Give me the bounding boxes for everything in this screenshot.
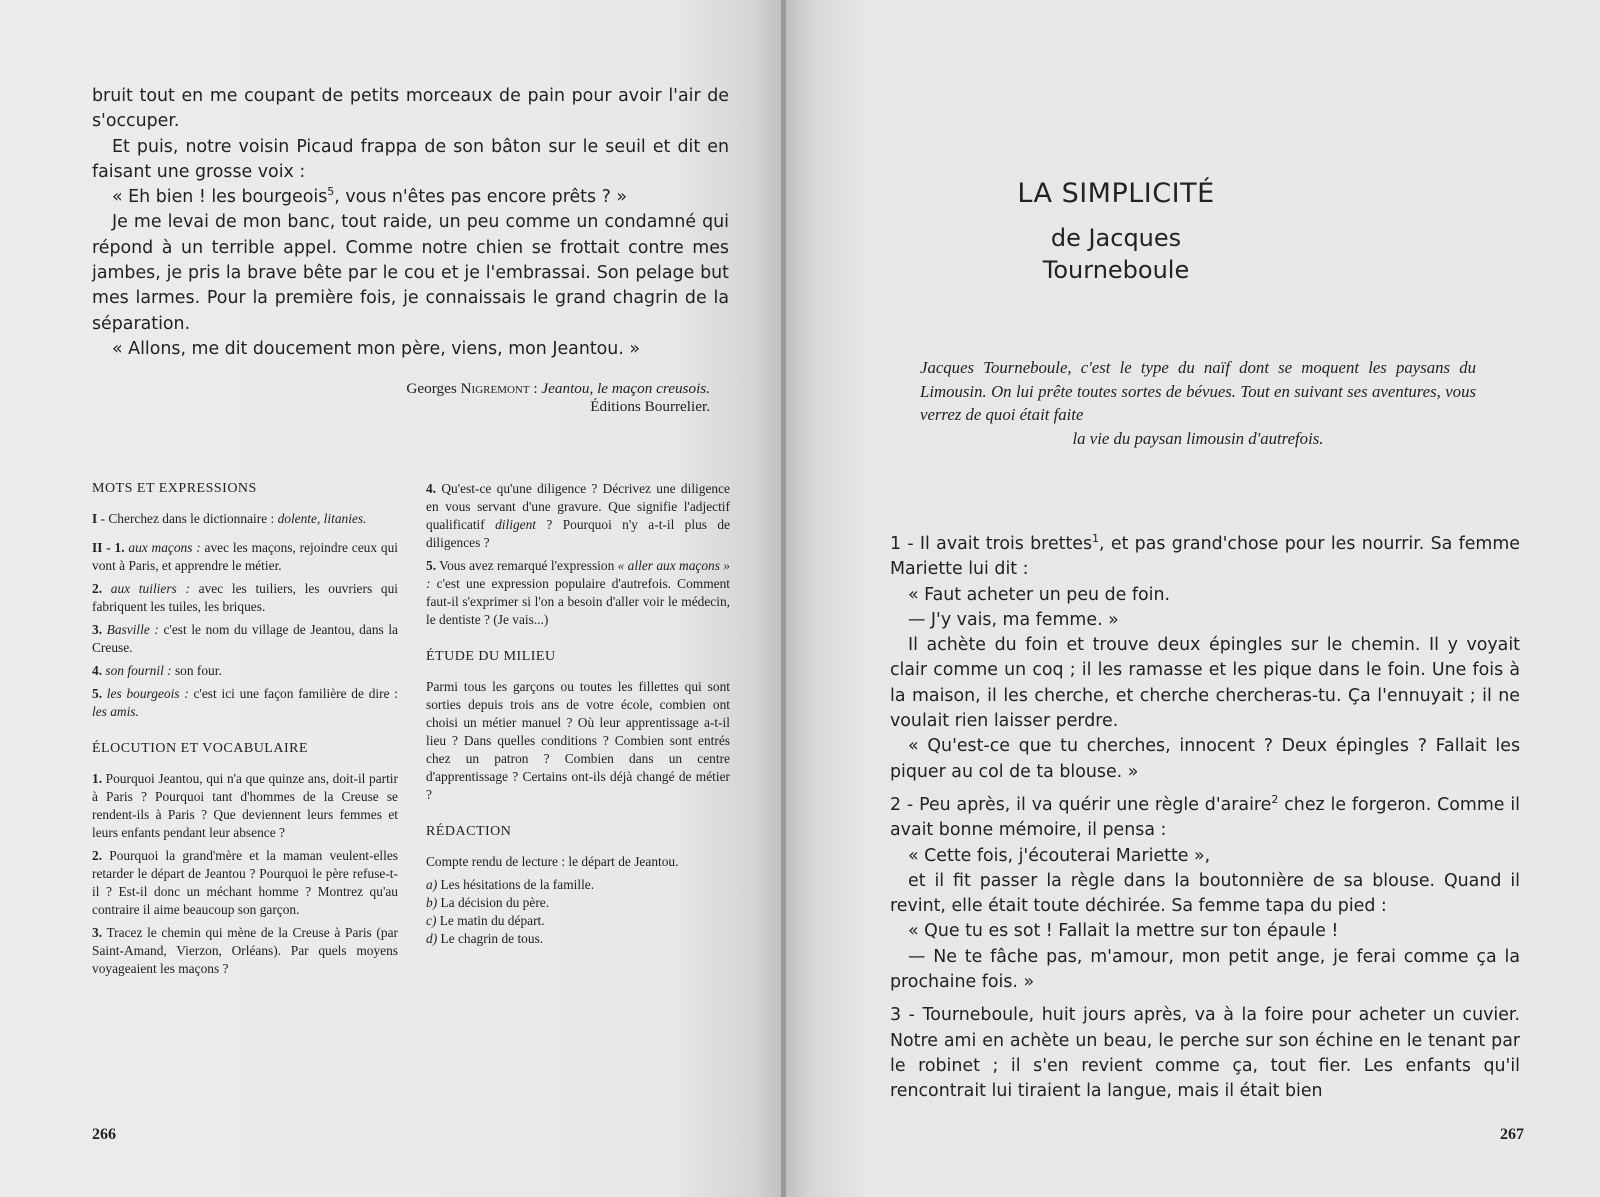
exercises-column-2	[426, 480, 730, 948]
intro-text-last: la vie du paysan limousin d'autrefois.	[1072, 428, 1324, 448]
item-number: 5.	[92, 686, 103, 701]
item-text: Le matin du départ.	[436, 913, 545, 928]
paragraph: et il fit passer la règle dans la boutonnière de sa blouse. Quand il revint, elle était toute déchirée. Sa femme tapa du pied :	[890, 870, 1520, 917]
dialogue: « Qu'est-ce que tu cherches, innocent ? Deux épingles ? Fallait les piquer au col de ta blouse. »	[890, 736, 1520, 782]
paragraph: bruit tout en me coupant de petits morceaux de pain pour avoir l'air de s'occuper.	[92, 86, 729, 132]
section-text: chez le forgeron. Comme il avait bonne mémoire, il pensa :	[890, 794, 1520, 841]
chapter-subtitle: de Jacques Tourneboule	[1042, 224, 1190, 284]
exercise	[426, 557, 730, 629]
intro-text: Jacques Tourneboule, c'est le type du naïf dont se moquent les paysans du Limousin. On lui prête toutes sortes de bévues. Tout en suivant ses aventures, vous verrez de quoi était faite	[920, 358, 1476, 424]
dialogue: — Ne te fâche pas, m'amour, mon petit ange, je ferai comme ça la prochaine fois. »	[890, 946, 1520, 993]
chapter-intro	[920, 356, 1476, 450]
exercise	[426, 480, 730, 552]
item-number: 2.	[92, 848, 103, 863]
item-text: Pourquoi la grand'mère et la maman veulent-elles retarder le départ de Jeantou ? Pourquoi le père refuse-t-il ? Est-il donc un méchant homme ? Montrez qu'au contraire il aime beaucoup son garçon.	[92, 848, 398, 917]
quote-text: , vous n'êtes pas encore prêts ? »	[334, 187, 627, 208]
exercise	[92, 539, 398, 575]
item-text: Vous avez remarqué l'expression	[436, 558, 618, 573]
dialogue: « Faut acheter un peu de foin.	[908, 584, 1171, 605]
item-text: La décision du père.	[437, 895, 550, 910]
section-text: , et pas grand'chose pour les nourrir. Sa femme Mariette lui dit :	[890, 534, 1520, 580]
page-number-left: 266	[92, 1126, 116, 1143]
item-text: Les hésitations de la famille.	[437, 877, 595, 892]
footnote-marker: 5	[327, 185, 335, 199]
item-text: Le chagrin de tous.	[437, 931, 544, 946]
item-text: avec les maçons, rejoindre ceux qui vont à Paris, et apprendre le métier.	[92, 540, 398, 573]
item-text: c'est ici une façon familière de dire :	[188, 686, 398, 701]
item-letter: a)	[426, 877, 438, 892]
item-number: 5.	[426, 558, 437, 573]
section-heading: MOTS ET EXPRESSIONS	[92, 481, 257, 496]
attribution	[200, 380, 710, 416]
item-text: - Cherchez dans le dictionnaire :	[97, 511, 278, 526]
item-term: Basville :	[102, 622, 159, 637]
section-lead: 1 - Il avait trois brettes	[890, 534, 1093, 554]
exercise	[92, 580, 398, 616]
exercise	[92, 924, 398, 978]
paragraph: Il achète du foin et trouve deux épingles sur le chemin. Il y voyait clair comme un coq ; il les ramasse et les pique dans le foin. Une fois à la maison, il les cherche, et cherche chercheras-tu. Ça l'ennuyait ; il ne voulait rien laisser perdre.	[890, 635, 1520, 732]
item-term: les bourgeois :	[102, 686, 189, 701]
item-words: « aller aux maçons » :	[426, 558, 730, 591]
section-heading: ÉLOCUTION ET VOCABULAIRE	[92, 741, 309, 756]
paragraph: « Allons, me dit doucement mon père, viens, mon Jeantou. »	[112, 338, 641, 359]
item-words: les amis.	[92, 704, 139, 719]
item-letter: c)	[426, 913, 437, 928]
paragraph: Et puis, notre voisin Picaud frappa de son bâton sur le seuil et dit en faisant une grosse voix :	[92, 136, 729, 182]
item-text: Qu'est-ce qu'une diligence ? Décrivez une diligence en vous servant d'une gravure. Que signifie l'adjectif qualificatif	[426, 481, 730, 532]
exercise: Compte rendu de lecture : le départ de Jeantou.	[426, 854, 679, 869]
item-number: 4.	[92, 663, 103, 678]
paragraph: Je me levai de mon banc, tout raide, un peu comme un condamné qui répond à un terrible appel. Comme notre chien se frottait contre mes jambes, je pris la brave bête par le cou et je l'embrassai. Son pelage but mes larmes. Pour la première fois, je connaissais le grand chagrin de la séparation.	[92, 212, 729, 334]
item-term: aux maçons :	[124, 540, 201, 555]
item-text: Pourquoi Jeantou, qui n'a que quinze ans, doit-il partir à Paris ? Pourquoi tant d'hommes de la Creuse se rendent-ils à Paris ? Que deviennent leurs femmes et leurs enfants pendant leur absence ?	[92, 771, 398, 840]
redaction-item	[426, 894, 730, 912]
exercise	[92, 621, 398, 657]
exercise	[92, 662, 398, 680]
item-text: c'est une expression populaire d'autrefois. Comment faut-il s'exprimer si l'on a besoin d'aller voir le médecin, le dentiste ? (Je vais...)	[426, 576, 730, 627]
exercise	[92, 847, 398, 919]
separator: :	[529, 380, 542, 397]
paragraph	[890, 793, 1520, 844]
item-letter: d)	[426, 931, 438, 946]
redaction-item	[426, 930, 730, 948]
chapter-title: LA SIMPLICITÉ	[1017, 178, 1215, 209]
item-number: 3.	[92, 622, 103, 637]
exercises-column-1	[92, 480, 398, 983]
paragraph	[890, 532, 1520, 583]
item-text: Tracez le chemin qui mène de la Creuse à Paris (par Saint-Amand, Vierzon, Orléans). Par quels moyens voyageaient les maçons ?	[92, 925, 398, 976]
redaction-item	[426, 876, 730, 894]
section-heading: RÉDACTION	[426, 824, 512, 839]
item-text: avec les tuiliers, les ouvriers qui fabriquent les tuiles, les briques.	[92, 581, 398, 614]
item-text: son four.	[171, 663, 222, 678]
redaction-item	[426, 912, 730, 930]
quote-text: « Eh bien ! les bourgeois	[112, 187, 328, 208]
item-number: II - 1.	[92, 540, 125, 555]
author-first: Georges	[406, 380, 461, 397]
left-page	[0, 0, 786, 1197]
footnote-marker: 2	[1271, 793, 1279, 807]
work-title: Jeantou, le maçon creusois.	[541, 380, 710, 397]
paragraph: 3 - Tourneboule, huit jours après, va à la foire pour acheter un cuvier. Notre ami en achète un beau, le perche sur son échine en le tenant par le robinet ; il s'en revient comme ça, tout fier. Les enfants qu'il rencontrait lui tiraient la langue, mais il était bien	[890, 1005, 1520, 1102]
item-number: 3.	[92, 925, 103, 940]
exercise	[92, 770, 398, 842]
section-lead: 2 - Peu après, il va quérir une règle d'araire	[890, 794, 1272, 815]
story-text	[890, 532, 1520, 1105]
item-number: I	[92, 511, 98, 526]
item-text: c'est le nom du village de Jeantou, dans la Creuse.	[92, 622, 398, 655]
item-text: ? Pourquoi n'y a-t-il plus de diligences ?	[426, 517, 731, 550]
exercise	[92, 685, 398, 721]
author-last: Nigremont	[460, 380, 530, 397]
page-number-right: 267	[1500, 1126, 1524, 1143]
exercise: Parmi tous les garçons ou toutes les fillettes qui sont sorties depuis trois ans de votre école, combien ont choisi un métier manuel ? Où leur apprentissage a-t-il lieu ? Dans quelles conditions ? Combien sont entrés chez un patron ? Combien dans un centre d'apprentissage ? Certains ont-ils déjà changé de métier ?	[426, 679, 730, 802]
item-words: diligent	[495, 517, 537, 532]
item-letter: b)	[426, 895, 438, 910]
narrative-text	[92, 84, 729, 362]
item-number: 2.	[92, 581, 103, 596]
item-number: 4.	[426, 481, 437, 496]
item-number: 1.	[92, 771, 103, 786]
publisher: Éditions Bourrelier.	[590, 398, 710, 415]
dialogue: « Que tu es sot ! Fallait la mettre sur ton épaule !	[908, 921, 1339, 942]
section-heading: ÉTUDE DU MILIEU	[426, 649, 556, 664]
item-words: dolente, litanies.	[277, 511, 367, 526]
item-term: son fournil :	[102, 663, 172, 678]
footnote-marker: 1	[1092, 532, 1100, 546]
paragraph	[92, 185, 729, 210]
item-term: aux tuiliers :	[102, 581, 190, 596]
exercise	[92, 510, 398, 528]
dialogue: — J'y vais, ma femme. »	[908, 609, 1119, 630]
dialogue: « Cette fois, j'écouterai Mariette »,	[908, 845, 1211, 866]
